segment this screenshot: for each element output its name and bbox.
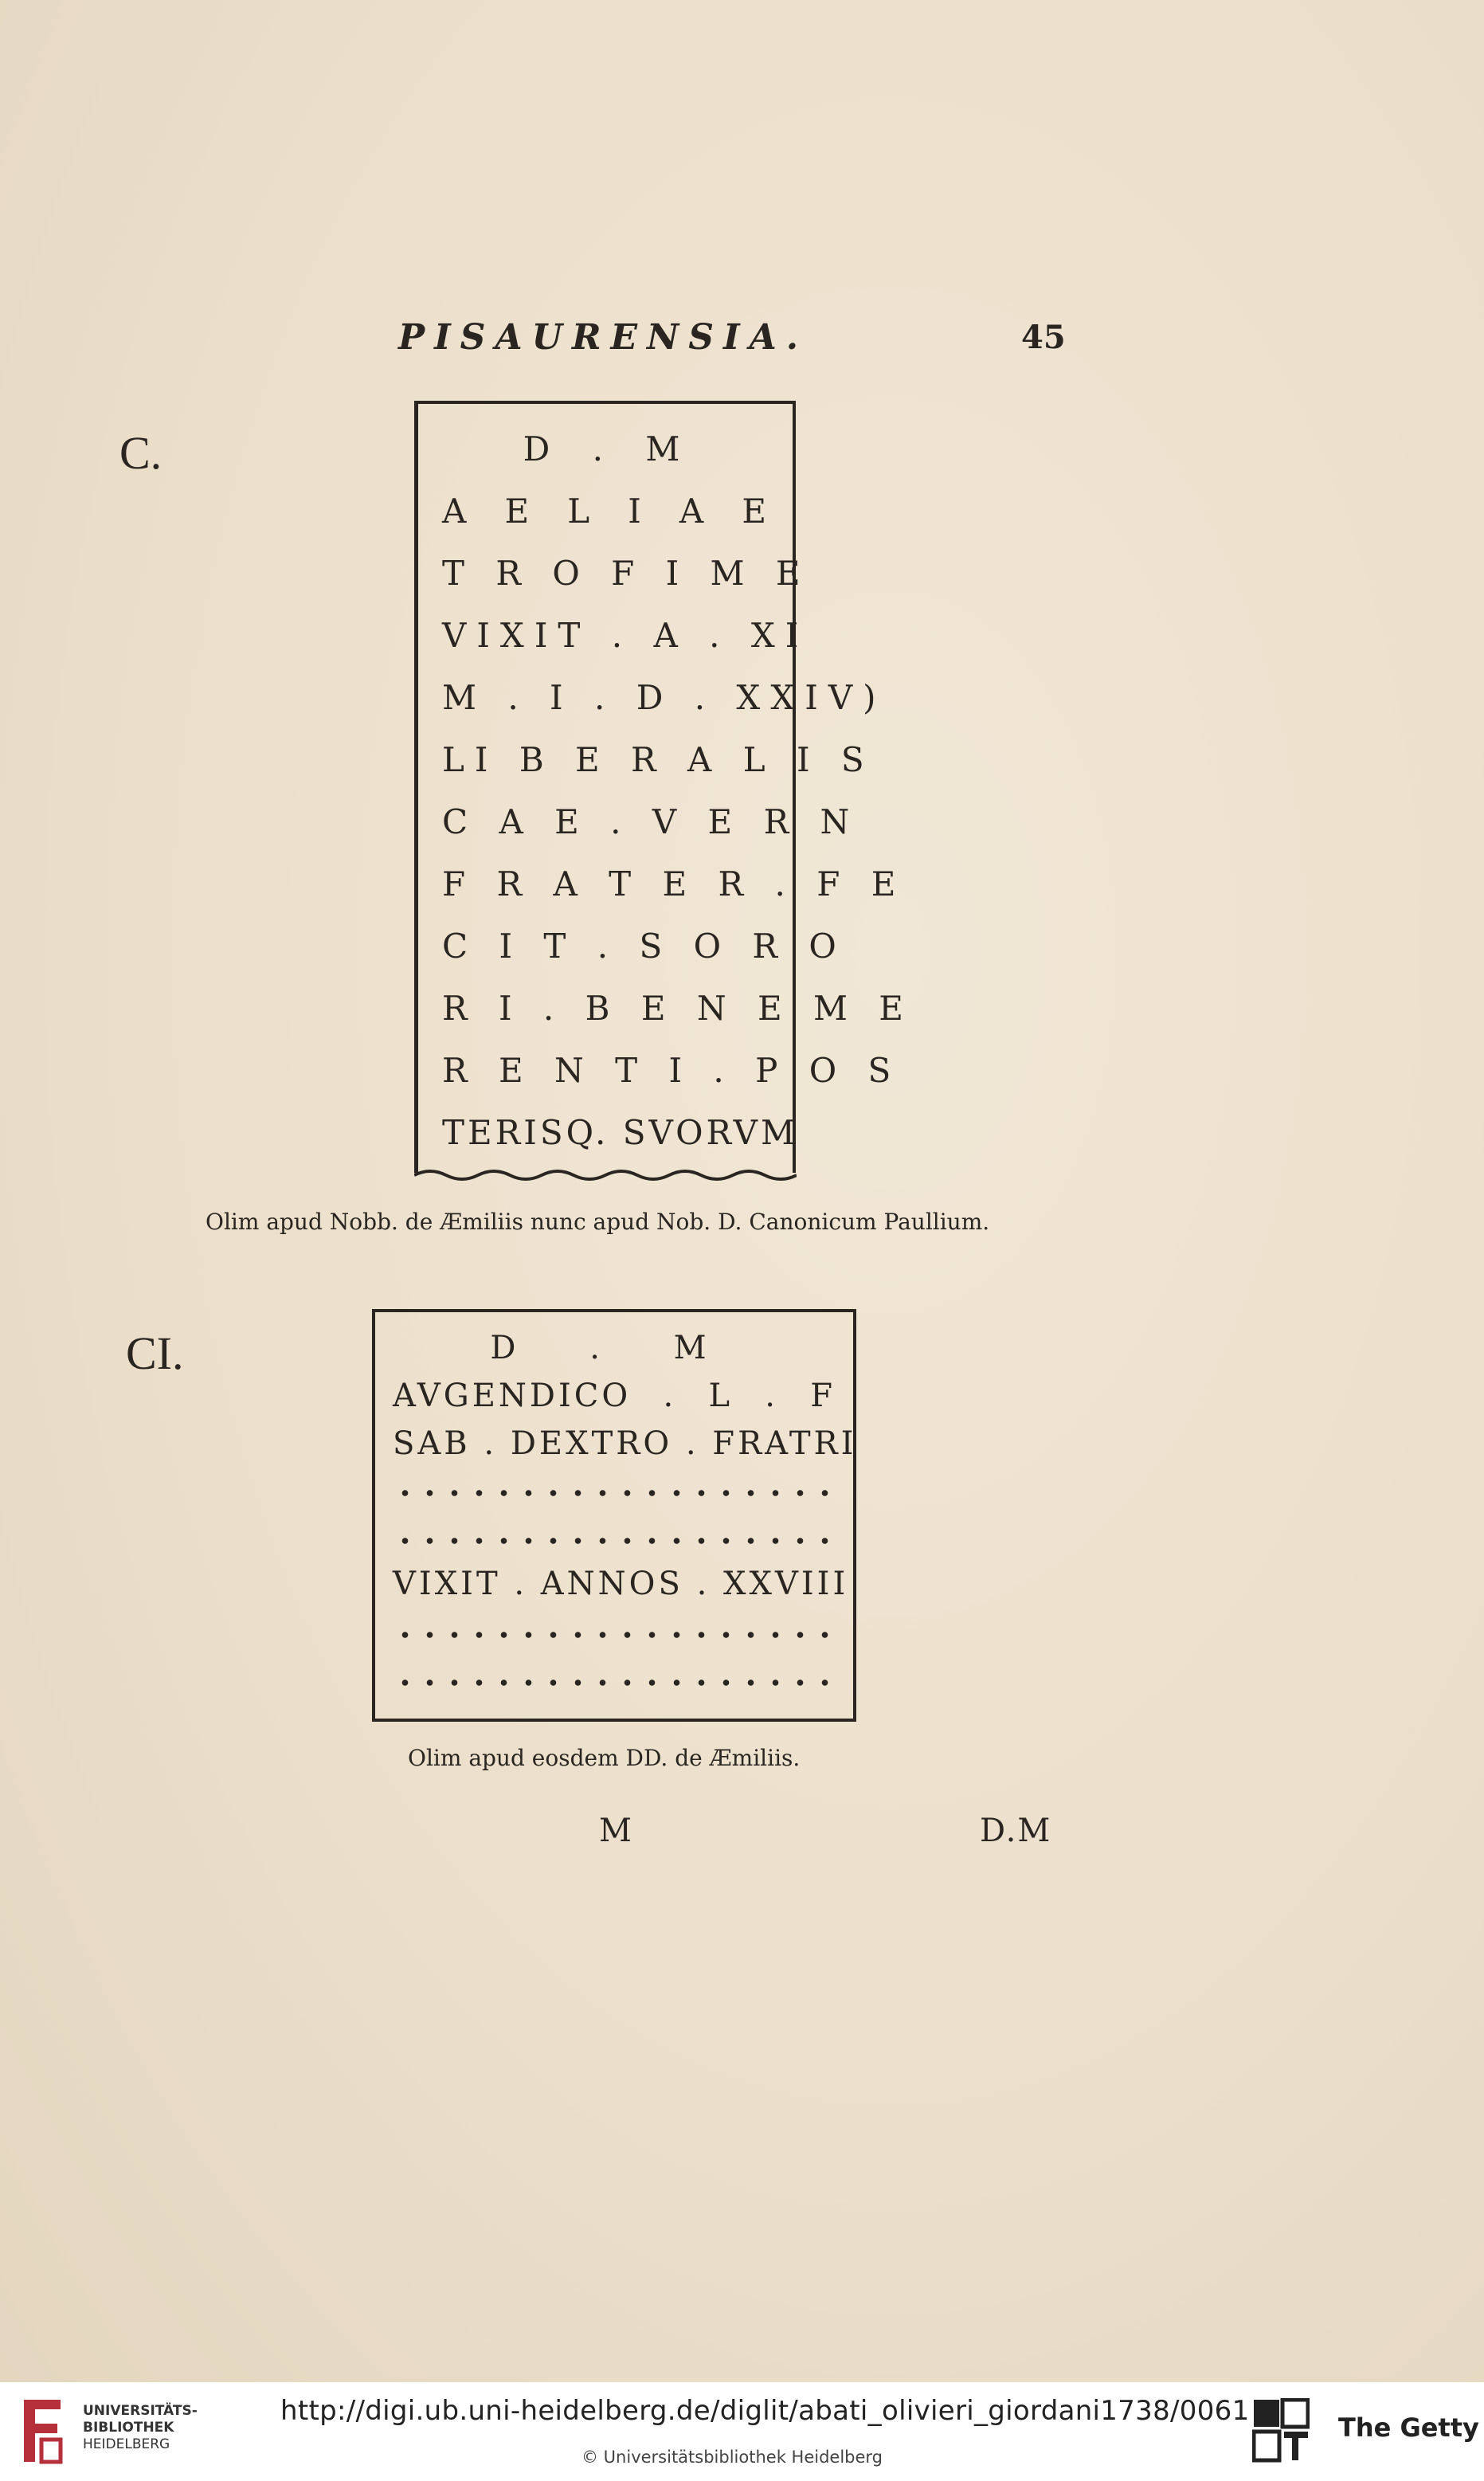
inscription-c-line: D . M [523, 429, 696, 468]
inscription-ci-line: AVGENDICO . L . F [393, 1378, 836, 1414]
page-number: 45 [1021, 319, 1066, 356]
inscription-ci-line: SAB . DEXTRO . FRATRI [393, 1425, 857, 1462]
running-title: PISAURENSIA. [398, 317, 809, 358]
next-inscription-fragment-m: M [599, 1813, 632, 1849]
inscription-ci-caption: Olim apud eosdem DD. de Æmiliis. [408, 1745, 801, 1771]
getty-logo-icon[interactable] [1252, 2398, 1310, 2463]
next-inscription-fragment-dm: D.M [980, 1813, 1052, 1849]
inscription-c-line: R I . B E N E M E [442, 989, 914, 1028]
university-name-line: HEIDELBERG [83, 2436, 170, 2452]
inscription-ci-frame [372, 1309, 856, 1722]
university-library-name [83, 2403, 198, 2453]
university-name-line: UNIVERSITÄTS- [83, 2403, 198, 2419]
inscription-c-line: C I T . S O R O [442, 927, 847, 966]
inscription-c-line: TERISQ. SVORVM [442, 1113, 798, 1152]
permalink-url[interactable]: http://digi.ub.uni-heidelberg.de/diglit/abati_olivieri_giordani1738/0061 [280, 2395, 1250, 2427]
inscription-c-line: VIXIT . A . XI [442, 616, 809, 655]
lacuna-dots [393, 1537, 836, 1545]
partner-name: The Getty [1338, 2412, 1479, 2443]
inscription-ci-line: D . M [490, 1330, 738, 1366]
inscription-c-line: C A E . V E R N [442, 802, 860, 841]
inscription-c-wavy-base [414, 1163, 797, 1187]
inscription-c-line: A E L I A E [442, 492, 777, 531]
inscription-number-ci: CI. [126, 1327, 184, 1379]
lacuna-dots [393, 1679, 836, 1687]
inscription-c-line: LI B E R A L I S [442, 740, 875, 779]
lacuna-dots [393, 1489, 836, 1497]
inscription-c-caption: Olim apud Nobb. de Æmiliis nunc apud Nob. D. Canonicum Paullium. [206, 1209, 990, 1235]
inscription-number-c: C. [119, 427, 162, 479]
inscription-c-line: R E N T I . P O S [442, 1051, 902, 1090]
university-name-line: BIBLIOTHEK [83, 2420, 174, 2436]
copyright-notice: © Universitätsbibliothek Heidelberg [581, 2448, 883, 2467]
lacuna-dots [393, 1631, 836, 1639]
inscription-c-line: M . I . D . XXIV) [442, 678, 887, 717]
inscription-c-frame [414, 401, 914, 1173]
viewer-footer [0, 2382, 1484, 2481]
inscription-c-line: F R A T E R . F E [442, 864, 906, 903]
inscription-c-line: T R O F I M E [442, 554, 811, 593]
university-library-logo-icon[interactable] [18, 2392, 67, 2471]
inscription-ci-line: VIXIT . ANNOS . XXVIII [393, 1566, 849, 1602]
